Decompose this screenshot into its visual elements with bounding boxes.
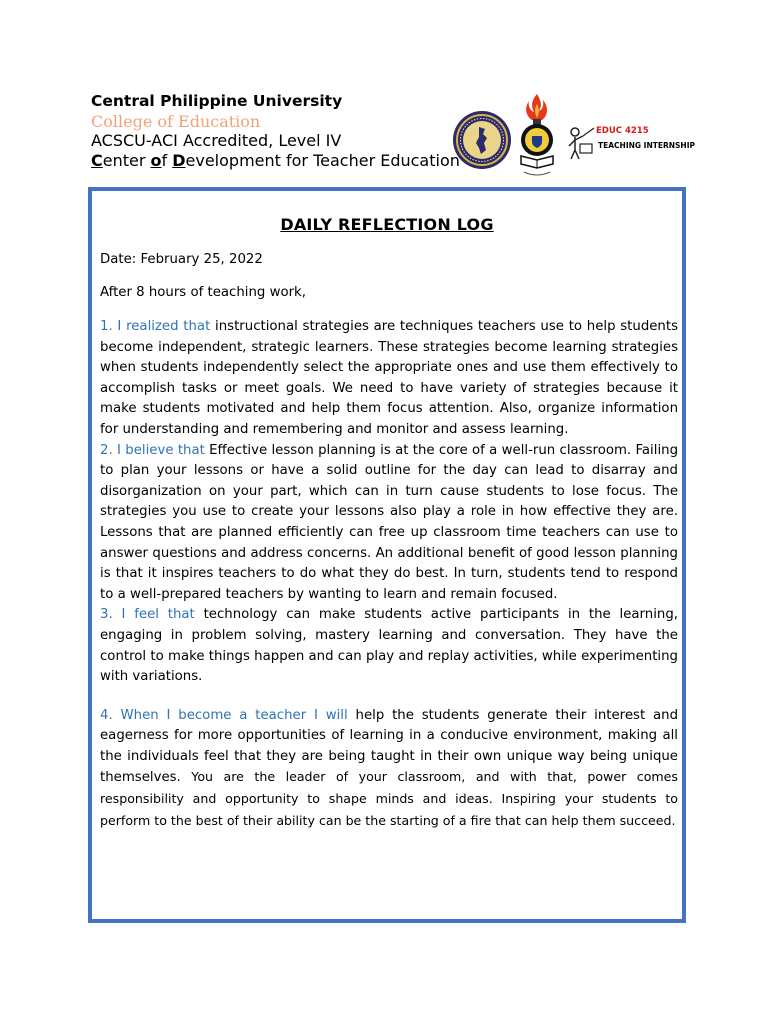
university-seal-icon xyxy=(452,110,512,170)
reflection-text-continued: You are the leader of your classroom, and with that, power comes responsibility and opportunity to shape minds and ideas. Inspiring your students to perform to the best of their ability can be the starting of a fire that can help them succeed. xyxy=(100,769,678,828)
center-text-1: enter xyxy=(102,150,151,170)
reflection-text: instructional strategies are techniques teachers use to help students become independent, strategic learners. These strategies become learning strategies when students independently select the appropriate ones and use them effectively to accomplish tasks or meet goals. We need to have variety of strategies because it make students motivated and help them focus attention. Also, organize information for understanding and remembering and monitor and assess learning. xyxy=(100,319,679,437)
reflection-text: technology can make students active participants in the learning, engaging in problem solving, mastery learning and conversation. They have the control to make things happen and can play and replay activities, while experimenting with variations. xyxy=(100,607,678,685)
log-intro: After 8 hours of teaching work, xyxy=(100,285,306,300)
center-initial-o: o xyxy=(150,150,162,170)
teacher-pointing-icon xyxy=(566,124,596,162)
course-name: TEACHING INTERNSHIP xyxy=(598,141,695,150)
course-code: EDUC 4215 xyxy=(596,126,649,136)
teaching-internship-badge xyxy=(566,124,695,162)
log-date: Date: February 25, 2022 xyxy=(100,252,263,267)
accreditation-line: ACSCU-ACI Accredited, Level IV xyxy=(91,131,342,150)
reflection-text: Effective lesson planning is at the core of a well-run classroom. Failing to plan your lessons or have a solid outline for the day can lead to disarray and disorganization on your part, which can in turn cause students to lose focus. The strategies you use to create your lessons also play a role in how effective they are. Lessons that are planned efficiently can free up classroom time teachers can use to answer questions and address concerns. An additional benefit of good lesson planning is that it inspires teachers to do what they do best. In turn, students tend to respond to a well-prepared teachers by wanting to learn and remain focused. xyxy=(100,442,679,602)
reflection-text: help the students generate their interest and eagerness for more opportunities of learning in a conducive environment, making all the individuals feel that they are being taught in their own unique way being unique themselves. xyxy=(100,707,679,786)
header-logos xyxy=(452,92,695,184)
log-content xyxy=(100,317,678,832)
reflection-log-box xyxy=(88,187,686,923)
reflection-item xyxy=(100,441,678,606)
log-title: DAILY REFLECTION LOG xyxy=(280,215,494,234)
center-text-2: f xyxy=(161,150,173,170)
center-initial-d: D xyxy=(172,150,186,170)
reflection-lead: 1. I realized that xyxy=(100,319,216,334)
reflection-lead: 2. I believe that xyxy=(100,442,210,458)
center-text-3: evelopment for Teacher Education xyxy=(185,150,460,170)
reflection-item xyxy=(100,605,678,687)
center-initial-c: C xyxy=(91,150,103,170)
center-of-development-line xyxy=(91,151,461,171)
reflection-lead: 4. When I become a teacher I will xyxy=(100,707,356,723)
reflection-item xyxy=(100,706,678,833)
document-header xyxy=(91,92,461,170)
reflection-item xyxy=(100,317,678,441)
college-of-education-logo-icon xyxy=(512,92,562,182)
college-name: College of Education xyxy=(91,111,261,131)
university-name: Central Philippine University xyxy=(91,92,343,110)
reflection-lead: 3. I feel that xyxy=(100,607,204,623)
